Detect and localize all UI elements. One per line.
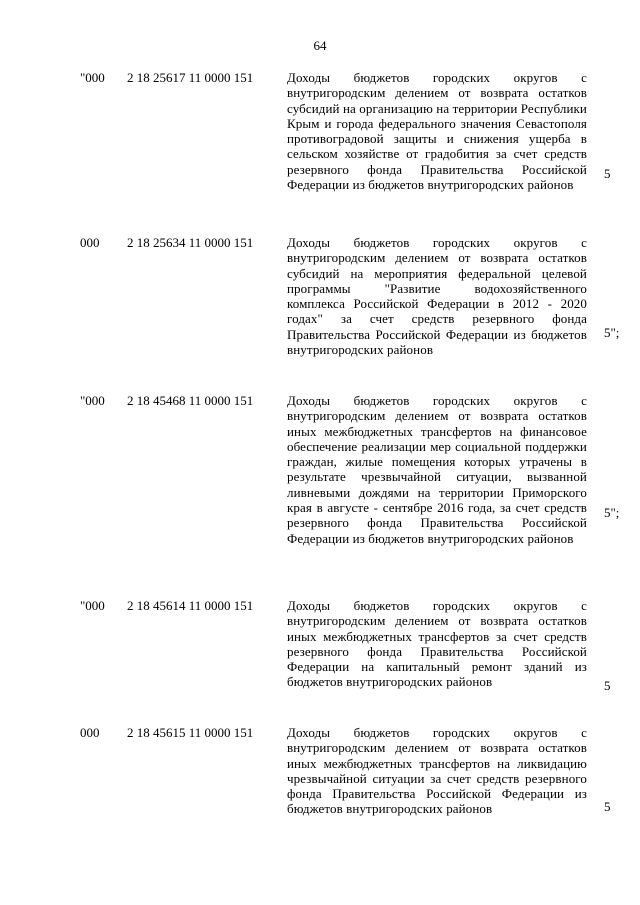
- row-description: Доходы бюджетов городских округов с внутригородским делением от возврата остатков субсидий на организацию на территории Республики Крым и города федерального значения Севастополя противоградовой защиты и снижения ущерба в сельском хозяйстве от градобития за счет средств резервного фонда Правительства Российской Федерации из бюджетов внутригородских районов: [287, 70, 587, 193]
- row-note: 5: [604, 799, 611, 814]
- table-row: [0, 725, 640, 855]
- row-prefix: "000: [80, 393, 105, 408]
- row-code: 2 18 45615 11 0000 151: [127, 725, 254, 740]
- row-description: Доходы бюджетов городских округов с внутригородским делением от возврата остатков иных межбюджетных трансфертов на ликвидацию чрезвычайной ситуации за счет средств резервного фонда Правительства Российской Федерации из бюджетов внутригородских районов: [287, 725, 587, 817]
- row-note: 5: [604, 678, 611, 693]
- row-prefix: 000: [80, 725, 100, 740]
- table-row: [0, 235, 640, 393]
- row-code: 2 18 45614 11 0000 151: [127, 598, 254, 613]
- row-code: 2 18 25634 11 0000 151: [127, 235, 254, 250]
- row-note: 5: [604, 166, 611, 181]
- row-prefix: "000: [80, 598, 105, 613]
- row-description: Доходы бюджетов городских округов с внутригородским делением от возврата остатков иных межбюджетных трансфертов за счет средств резервного фонда Правительства Российской Федерации на капитальный ремонт зданий из бюджетов внутригородских районов: [287, 598, 587, 690]
- row-description: Доходы бюджетов городских округов с внутригородским делением от возврата остатков иных межбюджетных трансфертов на финансовое обеспечение реализации мер социальной поддержки граждан, жилые помещения которых утрачены в результате чрезвычайной ситуации, вызванной ливневыми дождями на территории Приморского края в августе - сентябре 2016 года, за счет средств резервного фонда Правительства Российской Федерации из бюджетов внутригородских районов: [287, 393, 587, 546]
- row-prefix: 000: [80, 235, 100, 250]
- row-code: 2 18 45468 11 0000 151: [127, 393, 254, 408]
- page-number: 64: [313, 38, 327, 53]
- table-row: [0, 70, 640, 235]
- table-row: [0, 393, 640, 598]
- row-note: 5";: [604, 505, 620, 520]
- row-prefix: "000: [80, 70, 105, 85]
- budget-codes-table: [0, 70, 640, 855]
- table-row: [0, 598, 640, 725]
- row-description: Доходы бюджетов городских округов с внутригородским делением от возврата остатков субсидий на мероприятия федеральной целевой программы "Развитие водохозяйственного комплекса Российской Федерации в 2012 - 2020 годах" за счет средств резервного фонда Правительства Российской Федерации из бюджетов внутригородских районов: [287, 235, 587, 358]
- row-code: 2 18 25617 11 0000 151: [127, 70, 254, 85]
- row-note: 5";: [604, 325, 620, 340]
